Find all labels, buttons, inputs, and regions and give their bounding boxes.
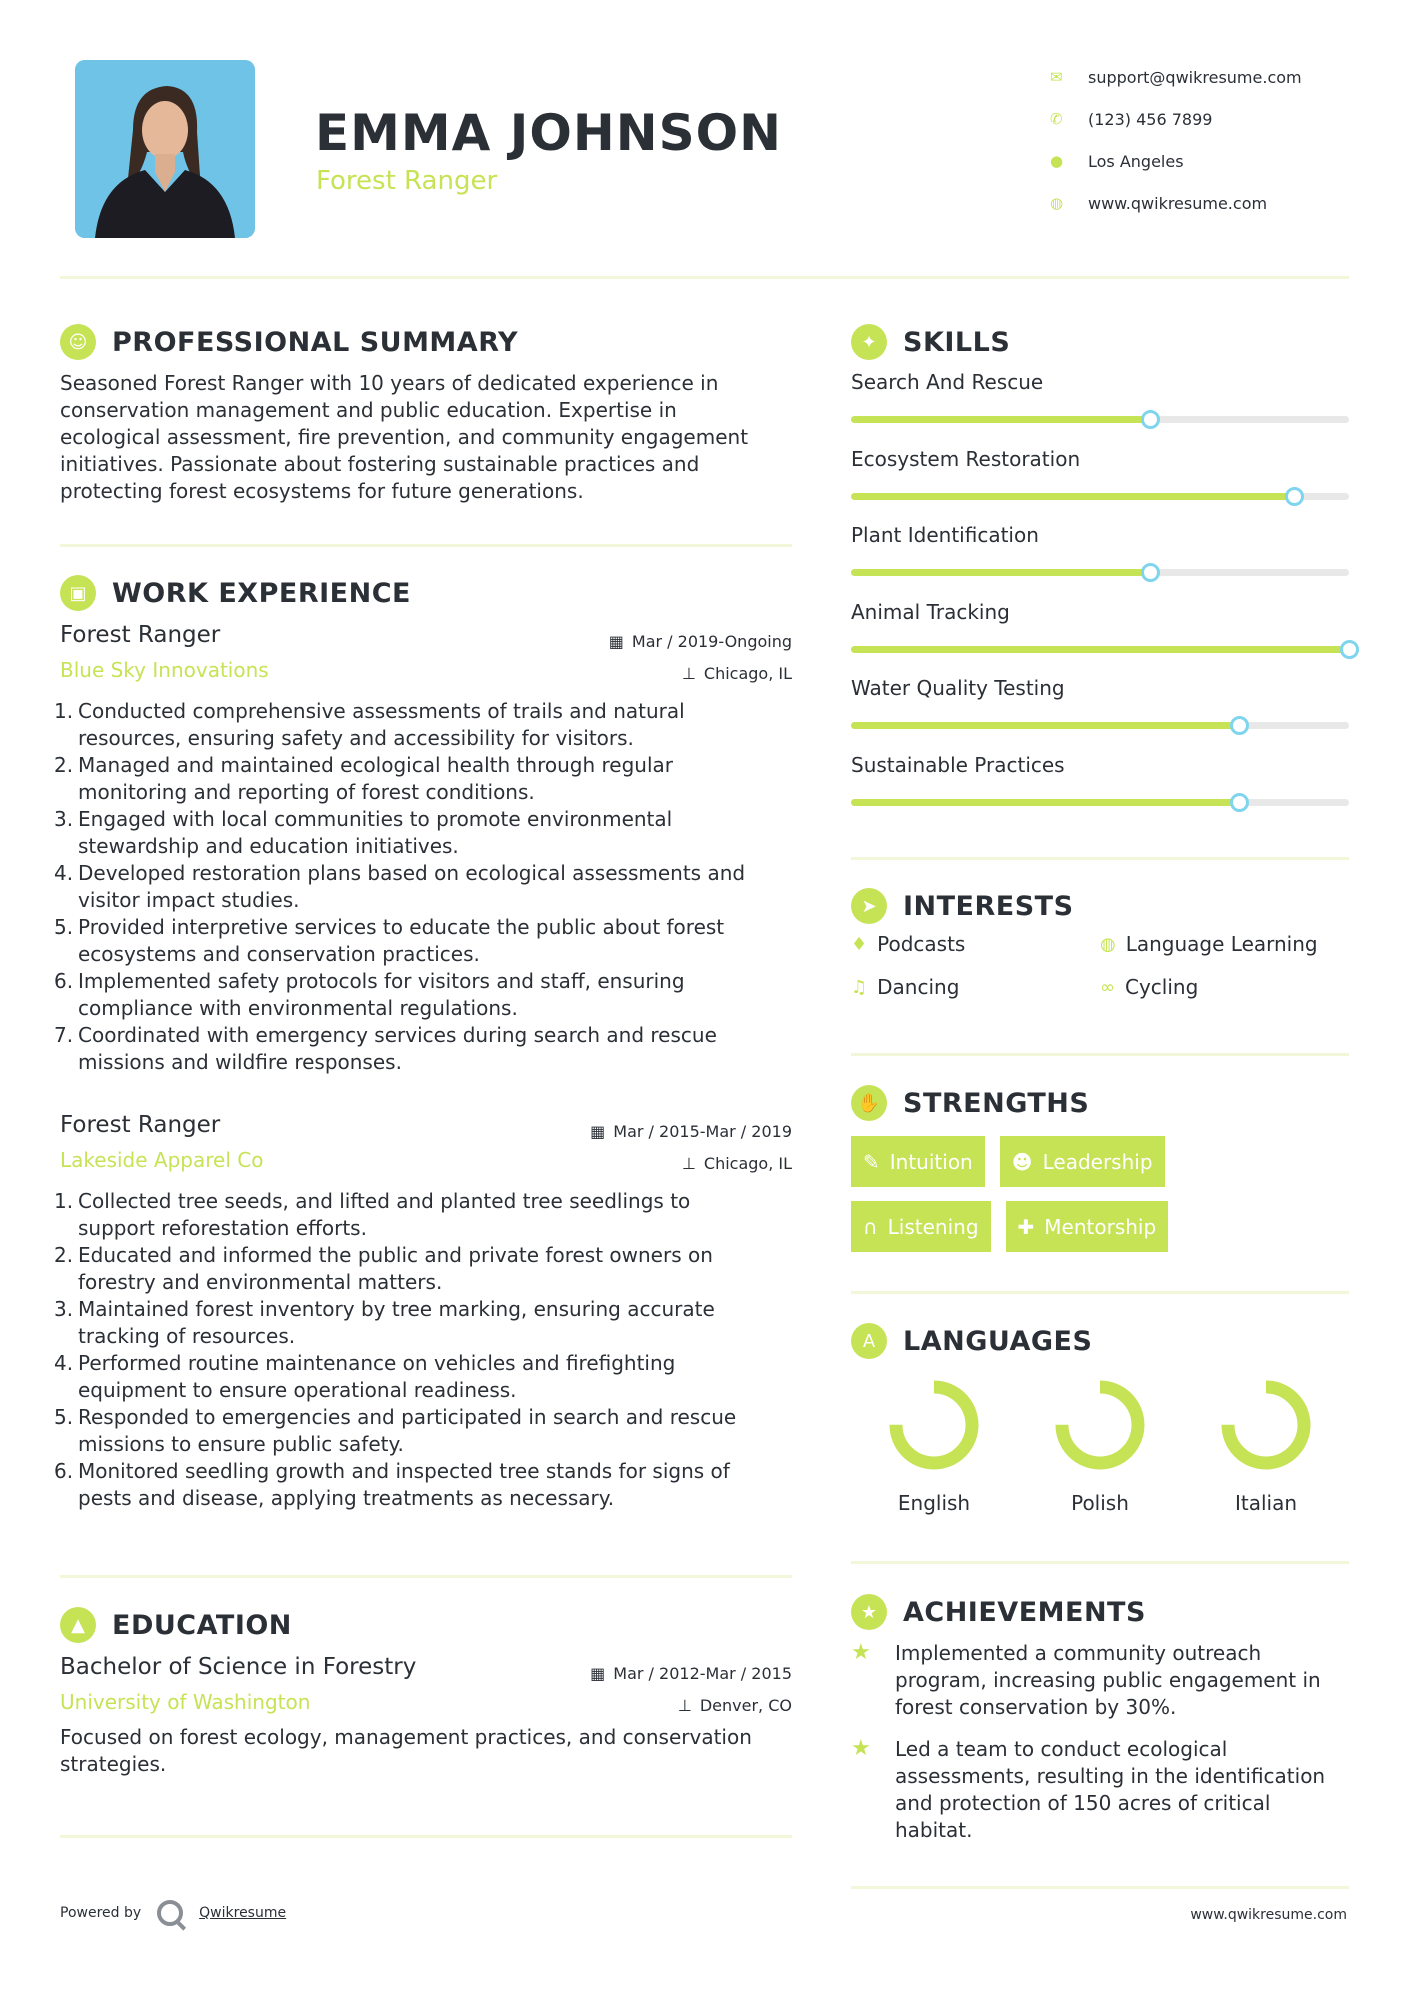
section-divider: [60, 1575, 792, 1578]
skill-track: [851, 646, 1349, 653]
item-line: Developed restoration plans based on ecological assessments and: [78, 861, 746, 885]
section-divider: [851, 1886, 1349, 1889]
strengths-heading: [851, 1085, 1089, 1121]
contact-website-text: www.qwikresume.com: [1088, 193, 1268, 213]
language-ring: [884, 1375, 984, 1475]
contact-location-text: Los Angeles: [1088, 151, 1184, 171]
magic-wand-icon: ✎: [863, 1149, 880, 1174]
candidate-title: Forest Ranger: [316, 166, 498, 196]
education-heading-text: EDUCATION: [112, 1609, 292, 1641]
skill-item: [851, 523, 1349, 600]
interest-label: Language Learning: [1125, 932, 1318, 956]
job-duties: [54, 698, 792, 1076]
languages-list: [851, 1375, 1349, 1515]
envelope-icon: ✉: [1050, 68, 1063, 86]
item-line: Managed and maintained ecological health through regular: [78, 753, 673, 777]
skill-fill: [851, 416, 1150, 423]
section-divider: [851, 857, 1349, 860]
job-title: Forest Ranger: [60, 622, 221, 648]
skill-name: Animal Tracking: [851, 599, 1010, 624]
skill-knob: [1285, 487, 1304, 506]
qwikresume-link[interactable]: Qwikresume: [199, 1905, 287, 1921]
language-name: Italian: [1234, 1491, 1298, 1515]
list-item: [54, 1296, 792, 1350]
user-icon: ☺: [60, 324, 96, 360]
skill-knob: [1141, 410, 1160, 429]
strength-tag: [851, 1136, 985, 1187]
item-line: Responded to emergencies and participated in search and rescue: [78, 1405, 737, 1429]
experience-heading: [60, 575, 411, 611]
skill-fill: [851, 646, 1349, 653]
strength-tag: [851, 1201, 991, 1252]
skill-item: [851, 447, 1349, 524]
profile-photo: [75, 60, 255, 238]
star-icon: ★: [851, 1640, 871, 1665]
skill-fill: [851, 569, 1150, 576]
achievement-line: forest conservation by 30%.: [895, 1695, 1177, 1719]
job-entry: [54, 1112, 792, 1512]
candidate-name: EMMA JOHNSON: [315, 104, 782, 162]
item-number: 5.: [54, 915, 74, 939]
list-item: [54, 806, 792, 860]
education-heading: [60, 1607, 292, 1643]
item-number: 1.: [54, 699, 74, 723]
summary-line: initiatives. Passionate about fostering sustainable practices and: [60, 452, 700, 476]
list-item: [54, 698, 792, 752]
list-item: [54, 1458, 792, 1512]
item-line: visitor impact studies.: [78, 888, 300, 912]
skill-item: [851, 600, 1349, 677]
interest-item: [1100, 932, 1349, 956]
language-item: [1183, 1375, 1349, 1515]
skill-fill: [851, 799, 1239, 806]
globe-icon: ◍: [1050, 194, 1064, 212]
contact-email[interactable]: [1050, 56, 1302, 98]
achievements-heading-text: ACHIEVEMENTS: [903, 1596, 1146, 1628]
item-line: support reforestation efforts.: [78, 1216, 367, 1240]
strengths-heading-text: STRENGTHS: [903, 1087, 1090, 1119]
map-pin-icon: ●: [1050, 152, 1064, 170]
interest-item: [851, 975, 1100, 999]
job-location: Chicago, IL: [703, 664, 792, 683]
education-line: Focused on forest ecology, management practices, and conservation: [60, 1725, 752, 1749]
languages-heading: [851, 1323, 1092, 1359]
list-item: [54, 914, 792, 968]
strength-tag: [1000, 1136, 1165, 1187]
skill-name: Plant Identification: [851, 523, 1039, 547]
contact-phone[interactable]: [1050, 98, 1302, 140]
language-item: [1017, 1375, 1183, 1515]
section-divider: [851, 1561, 1349, 1564]
skill-knob: [1340, 640, 1359, 659]
item-line: tracking of resources.: [78, 1324, 296, 1348]
item-number: 2.: [54, 753, 74, 777]
item-number: 6.: [54, 1459, 74, 1483]
achievement-line: Implemented a community outreach: [895, 1641, 1262, 1665]
languages-heading-text: LANGUAGES: [903, 1325, 1093, 1357]
summary-line: Seasoned Forest Ranger with 10 years of dedicated experience in: [60, 371, 719, 395]
language-name: English: [897, 1491, 971, 1515]
strength-tag: [1006, 1201, 1169, 1252]
school-name: University of Washington: [60, 1690, 311, 1714]
job-date: Mar / 2015-Mar / 2019: [613, 1122, 792, 1141]
achievement-line: assessments, resulting in the identification: [895, 1764, 1326, 1788]
item-number: 1.: [54, 1189, 74, 1213]
item-line: Conducted comprehensive assessments of trails and natural: [78, 699, 685, 723]
achievement-line: and protection of 150 acres of critical: [895, 1791, 1271, 1815]
job-entry: [54, 622, 792, 1076]
interests-heading: [851, 888, 1074, 924]
education-location: Denver, CO: [699, 1696, 792, 1715]
language-item: [851, 1375, 1017, 1515]
item-number: 6.: [54, 969, 74, 993]
bicycle-icon: ∞: [1100, 976, 1115, 998]
item-number: 7.: [54, 1023, 74, 1047]
item-line: stewardship and education initiatives.: [78, 834, 459, 858]
interests-list: [851, 932, 1349, 999]
item-line: pests and disease, applying treatments as necessary.: [78, 1486, 615, 1510]
item-line: Educated and informed the public and private forest owners on: [78, 1243, 713, 1267]
item-line: Collected tree seeds, and lifted and planted tree seedlings to: [78, 1189, 691, 1213]
item-number: 2.: [54, 1243, 74, 1267]
item-number: 5.: [54, 1405, 74, 1429]
list-item: [54, 1350, 792, 1404]
skill-track: [851, 493, 1349, 500]
phone-icon: ✆: [1050, 110, 1063, 128]
experience-heading-text: WORK EXPERIENCE: [112, 577, 411, 609]
item-line: missions and wildfire responses.: [78, 1050, 402, 1074]
skill-fill: [851, 722, 1239, 729]
section-divider: [851, 1053, 1349, 1056]
translate-icon: A: [851, 1323, 887, 1359]
skill-knob: [1230, 793, 1249, 812]
skill-name: Ecosystem Restoration: [851, 446, 1081, 471]
interest-label: Podcasts: [877, 932, 966, 956]
list-item: [54, 968, 792, 1022]
item-line: ecosystems and conservation practices.: [78, 942, 480, 966]
calendar-icon: ▦: [590, 1122, 606, 1141]
list-item: [54, 860, 792, 914]
item-number: 4.: [54, 1351, 74, 1375]
interests-heading-text: INTERESTS: [903, 890, 1074, 922]
section-divider: [60, 1835, 792, 1838]
skill-item: [851, 753, 1349, 830]
language-name: Polish: [1071, 1491, 1129, 1515]
footer-website[interactable]: www.qwikresume.com: [1190, 1907, 1347, 1923]
header-divider: [60, 276, 1349, 279]
music-note-icon: ♫: [851, 976, 868, 998]
degree-title: Bachelor of Science in Forestry: [60, 1654, 417, 1680]
skills-list: [851, 370, 1349, 829]
item-number: 3.: [54, 807, 74, 831]
section-divider: [851, 1291, 1349, 1294]
section-divider: [60, 544, 792, 547]
item-line: Implemented safety protocols for visitors and staff, ensuring: [78, 969, 685, 993]
job-duties: [54, 1188, 792, 1512]
job-meta: [609, 626, 792, 690]
job-date: Mar / 2019-Ongoing: [631, 632, 792, 651]
skill-track: [851, 722, 1349, 729]
skill-track: [851, 416, 1349, 423]
list-item: [54, 1242, 792, 1296]
skills-heading: [851, 324, 1010, 360]
item-line: missions to ensure public safety.: [78, 1432, 404, 1456]
job-meta: [590, 1116, 792, 1180]
skill-name: Sustainable Practices: [851, 752, 1065, 777]
job-company: Lakeside Apparel Co: [60, 1148, 264, 1172]
item-line: Provided interpretive services to educate the public about forest: [78, 915, 725, 939]
achievements-list: [851, 1640, 1351, 1859]
skill-track: [851, 799, 1349, 806]
education-entry: [60, 1654, 792, 1778]
skill-knob: [1230, 716, 1249, 735]
item-line: Engaged with local communities to promote environmental: [78, 807, 673, 831]
education-description: [60, 1724, 792, 1778]
achievement-line: program, increasing public engagement in: [895, 1668, 1321, 1692]
job-company: Blue Sky Innovations: [60, 658, 269, 682]
headphones-icon: ∩: [863, 1214, 878, 1239]
skill-track: [851, 569, 1349, 576]
summary-line: protecting forest ecosystems for future generations.: [60, 479, 584, 503]
user-plus-icon: ✚: [1017, 1214, 1035, 1239]
skills-heading-text: SKILLS: [903, 326, 1011, 358]
list-item: [54, 1188, 792, 1242]
strengths-list: [851, 1136, 1351, 1266]
star-icon: ★: [851, 1736, 871, 1761]
job-title: Forest Ranger: [60, 1112, 221, 1138]
list-item: [54, 1022, 792, 1076]
achievement-item: [851, 1736, 1351, 1844]
item-number: 4.: [54, 861, 74, 885]
item-line: resources, ensuring safety and accessibility for visitors.: [78, 726, 634, 750]
item-line: Coordinated with emergency services during search and rescue: [78, 1023, 717, 1047]
calendar-icon: ▦: [590, 1664, 606, 1683]
education-line: strategies.: [60, 1752, 167, 1776]
item-line: Performed routine maintenance on vehicles and firefighting: [78, 1351, 676, 1375]
item-line: equipment to ensure operational readiness.: [78, 1378, 517, 1402]
summary-text: [60, 370, 800, 505]
summary-line: conservation management and public education. Expertise in: [60, 398, 677, 422]
pin-icon: ⊥: [681, 1154, 696, 1173]
item-line: forestry and environmental matters.: [78, 1270, 443, 1294]
skill-item: [851, 676, 1349, 753]
award-icon: ★: [851, 1594, 887, 1630]
lightbulb-icon: ✦: [851, 324, 887, 360]
briefcase-icon: ▣: [60, 575, 96, 611]
group-icon: ☻: [1011, 1149, 1033, 1174]
skill-name: Search And Rescue: [851, 370, 1044, 394]
achievements-heading: [851, 1594, 1146, 1630]
strength-label: Intuition: [889, 1149, 973, 1174]
paper-plane-icon: ➤: [851, 888, 887, 924]
achievement-line: habitat.: [895, 1818, 973, 1842]
summary-line: ecological assessment, fire prevention, and community engagement: [60, 425, 749, 449]
item-line: Monitored seedling growth and inspected tree stands for signs of: [78, 1459, 730, 1483]
achievement-line: Led a team to conduct ecological: [895, 1737, 1228, 1761]
item-number: 3.: [54, 1297, 74, 1321]
strength-label: Listening: [887, 1214, 979, 1239]
language-ring: [1216, 1375, 1316, 1475]
item-line: compliance with environmental regulations.: [78, 996, 518, 1020]
item-line: monitoring and reporting of forest conditions.: [78, 780, 535, 804]
interest-label: Dancing: [877, 975, 960, 999]
skill-fill: [851, 493, 1294, 500]
language-ring: [1050, 1375, 1150, 1475]
pin-icon: ⊥: [681, 664, 696, 683]
job-location: Chicago, IL: [703, 1154, 792, 1173]
item-line: Maintained forest inventory by tree marking, ensuring accurate: [78, 1297, 715, 1321]
contact-email-text: support@qwikresume.com: [1088, 67, 1302, 87]
list-item: [54, 1404, 792, 1458]
graduation-icon: ▲: [60, 1607, 96, 1643]
education-meta: [590, 1658, 792, 1722]
education-date: Mar / 2012-Mar / 2015: [613, 1664, 792, 1683]
achievement-item: [851, 1640, 1351, 1721]
interest-item: [1100, 975, 1349, 999]
skill-item: [851, 370, 1349, 447]
hand-icon: ✋: [851, 1085, 887, 1121]
strength-label: Leadership: [1042, 1149, 1153, 1174]
calendar-icon: ▦: [608, 632, 624, 651]
summary-heading-text: PROFESSIONAL SUMMARY: [112, 326, 519, 358]
skill-knob: [1141, 563, 1160, 582]
contact-location: [1050, 140, 1302, 182]
summary-heading: [60, 324, 518, 360]
contact-phone-text: (123) 456 7899: [1088, 109, 1213, 129]
microphone-icon: ♦: [851, 933, 868, 955]
powered-by-text: Powered by: [60, 1905, 142, 1921]
footer-powered-by: [60, 1900, 286, 1926]
interest-item: [851, 932, 1100, 956]
list-item: [54, 752, 792, 806]
interest-label: Cycling: [1125, 975, 1199, 999]
globe-icon: ◍: [1100, 933, 1116, 955]
skill-name: Water Quality Testing: [851, 676, 1065, 700]
strength-label: Mentorship: [1044, 1214, 1157, 1239]
contact-list: [1050, 56, 1302, 224]
qwikresume-logo-icon: [157, 1900, 183, 1926]
contact-website[interactable]: [1050, 182, 1302, 224]
pin-icon: ⊥: [677, 1696, 692, 1715]
